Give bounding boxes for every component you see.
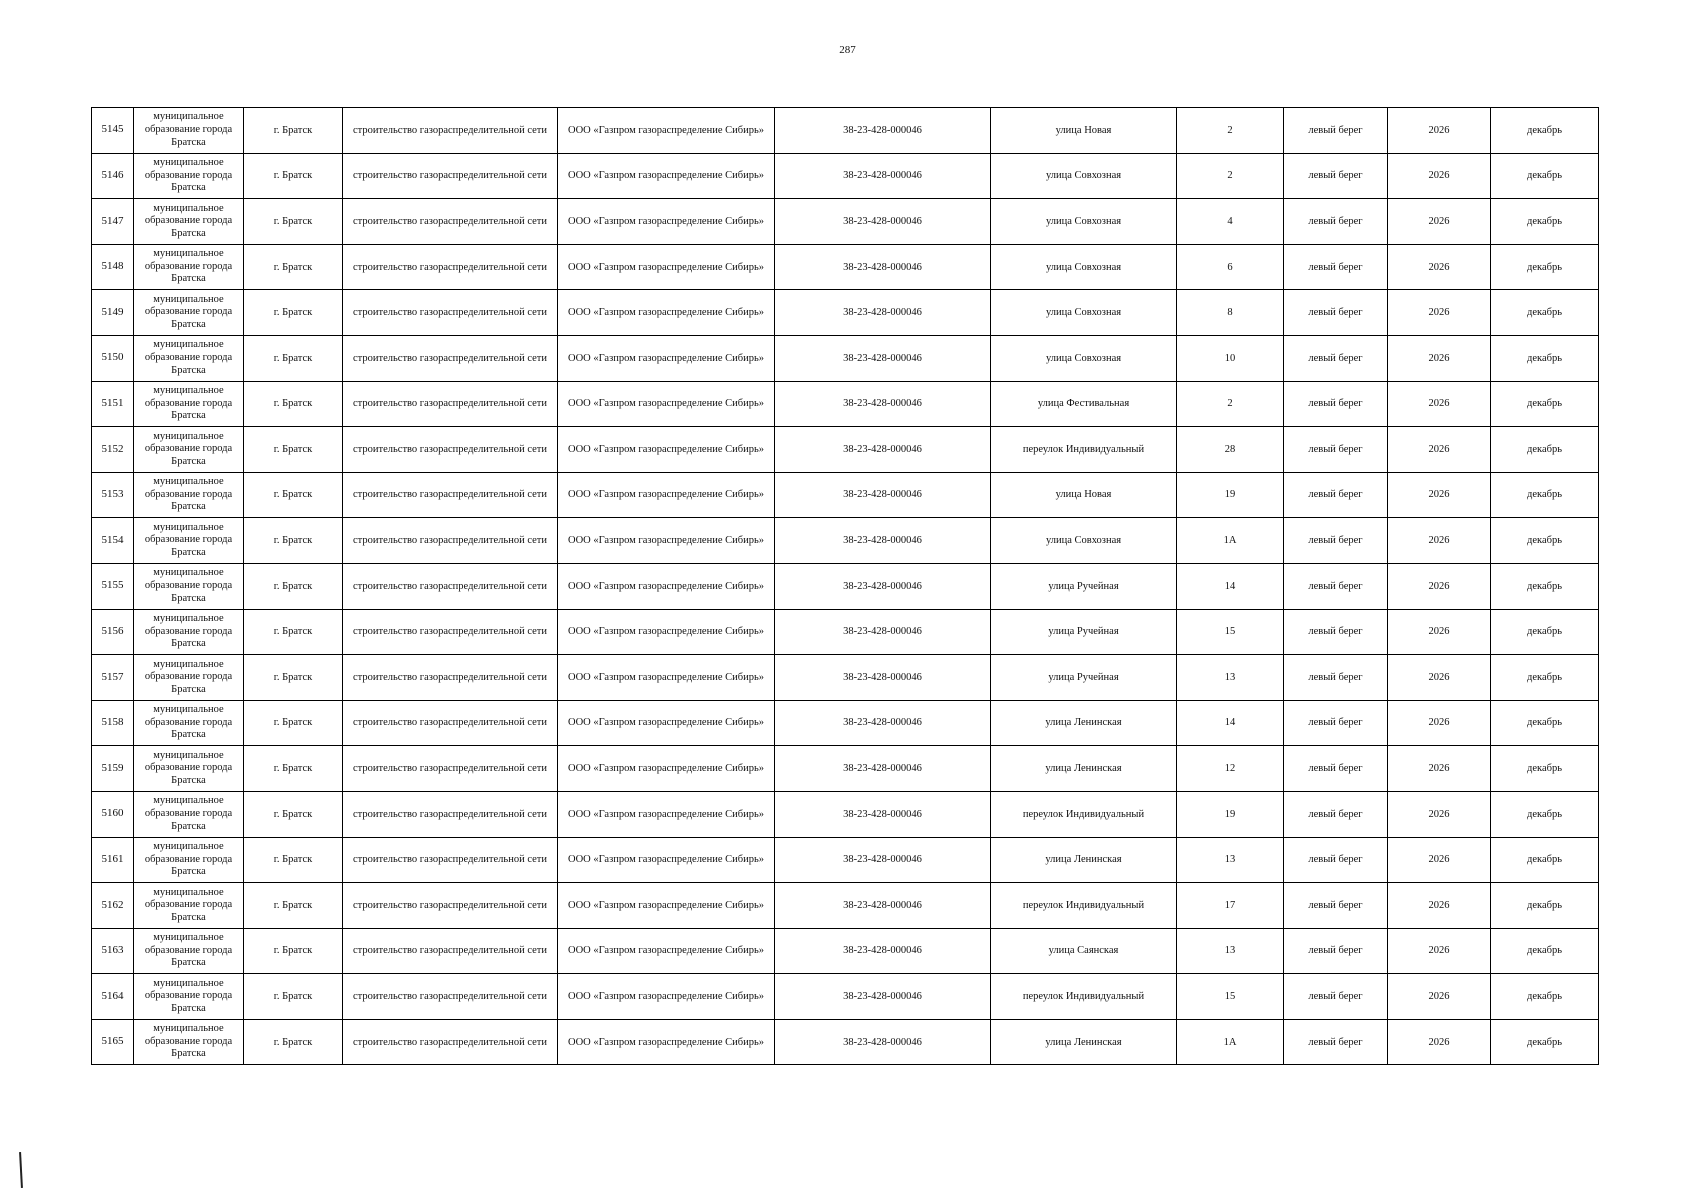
object-code-cell: 38-23-428-000046 [775, 153, 991, 199]
scan-mark [19, 1152, 23, 1188]
street-cell: улица Ручейная [991, 609, 1177, 655]
house-number-cell: 14 [1177, 700, 1284, 746]
table-row [92, 290, 1599, 336]
month-cell: декабрь [1491, 746, 1599, 792]
municipality-cell: муниципальное образование города Братска [134, 290, 244, 336]
month-cell: декабрь [1491, 108, 1599, 154]
municipality-cell: муниципальное образование города Братска [134, 974, 244, 1020]
month-cell: декабрь [1491, 290, 1599, 336]
municipality-cell: муниципальное образование города Братска [134, 199, 244, 245]
street-cell: улица Совхозная [991, 518, 1177, 564]
street-cell: переулок Индивидуальный [991, 427, 1177, 473]
street-cell: улица Совхозная [991, 244, 1177, 290]
organization-cell: ООО «Газпром газораспределение Сибирь» [558, 427, 775, 473]
work-type-cell: строительство газораспределительной сети [343, 791, 558, 837]
city-area-cell: левый берег [1284, 883, 1388, 929]
object-code-cell: 38-23-428-000046 [775, 290, 991, 336]
city-cell: г. Братск [244, 108, 343, 154]
city-area-cell: левый берег [1284, 518, 1388, 564]
object-code-cell: 38-23-428-000046 [775, 472, 991, 518]
house-number-cell: 12 [1177, 746, 1284, 792]
municipality-cell: муниципальное образование города Братска [134, 746, 244, 792]
street-cell: улица Совхозная [991, 335, 1177, 381]
table-row [92, 381, 1599, 427]
organization-cell: ООО «Газпром газораспределение Сибирь» [558, 199, 775, 245]
year-cell: 2026 [1388, 883, 1491, 929]
row-number-cell: 5163 [92, 928, 134, 974]
table-row [92, 746, 1599, 792]
street-cell: переулок Индивидуальный [991, 974, 1177, 1020]
city-cell: г. Братск [244, 928, 343, 974]
street-cell: улица Ручейная [991, 655, 1177, 701]
object-code-cell: 38-23-428-000046 [775, 244, 991, 290]
row-number-cell: 5160 [92, 791, 134, 837]
year-cell: 2026 [1388, 108, 1491, 154]
row-number-cell: 5150 [92, 335, 134, 381]
object-code-cell: 38-23-428-000046 [775, 746, 991, 792]
city-cell: г. Братск [244, 1019, 343, 1065]
municipality-cell: муниципальное образование города Братска [134, 381, 244, 427]
object-code-cell: 38-23-428-000046 [775, 791, 991, 837]
year-cell: 2026 [1388, 199, 1491, 245]
house-number-cell: 14 [1177, 563, 1284, 609]
work-type-cell: строительство газораспределительной сети [343, 928, 558, 974]
municipality-cell: муниципальное образование города Братска [134, 244, 244, 290]
city-area-cell: левый берег [1284, 928, 1388, 974]
house-number-cell: 17 [1177, 883, 1284, 929]
house-number-cell: 2 [1177, 153, 1284, 199]
house-number-cell: 13 [1177, 928, 1284, 974]
work-type-cell: строительство газораспределительной сети [343, 472, 558, 518]
organization-cell: ООО «Газпром газораспределение Сибирь» [558, 108, 775, 154]
work-type-cell: строительство газораспределительной сети [343, 427, 558, 473]
organization-cell: ООО «Газпром газораспределение Сибирь» [558, 655, 775, 701]
object-code-cell: 38-23-428-000046 [775, 883, 991, 929]
city-cell: г. Братск [244, 244, 343, 290]
month-cell: декабрь [1491, 974, 1599, 1020]
street-cell: улица Ленинская [991, 837, 1177, 883]
house-number-cell: 13 [1177, 655, 1284, 701]
street-cell: улица Новая [991, 108, 1177, 154]
year-cell: 2026 [1388, 244, 1491, 290]
house-number-cell: 15 [1177, 609, 1284, 655]
work-type-cell: строительство газораспределительной сети [343, 655, 558, 701]
street-cell: переулок Индивидуальный [991, 883, 1177, 929]
street-cell: улица Ленинская [991, 746, 1177, 792]
work-type-cell: строительство газораспределительной сети [343, 108, 558, 154]
work-type-cell: строительство газораспределительной сети [343, 1019, 558, 1065]
city-cell: г. Братск [244, 791, 343, 837]
municipality-cell: муниципальное образование города Братска [134, 335, 244, 381]
street-cell: улица Ленинская [991, 1019, 1177, 1065]
street-cell: улица Ручейная [991, 563, 1177, 609]
city-area-cell: левый берег [1284, 609, 1388, 655]
year-cell: 2026 [1388, 427, 1491, 473]
house-number-cell: 8 [1177, 290, 1284, 336]
house-number-cell: 28 [1177, 427, 1284, 473]
month-cell: декабрь [1491, 381, 1599, 427]
row-number-cell: 5165 [92, 1019, 134, 1065]
street-cell: улица Совхозная [991, 153, 1177, 199]
object-code-cell: 38-23-428-000046 [775, 1019, 991, 1065]
table-row [92, 563, 1599, 609]
city-cell: г. Братск [244, 746, 343, 792]
month-cell: декабрь [1491, 335, 1599, 381]
month-cell: декабрь [1491, 244, 1599, 290]
house-number-cell: 13 [1177, 837, 1284, 883]
month-cell: декабрь [1491, 518, 1599, 564]
organization-cell: ООО «Газпром газораспределение Сибирь» [558, 1019, 775, 1065]
municipality-cell: муниципальное образование города Братска [134, 427, 244, 473]
row-number-cell: 5156 [92, 609, 134, 655]
table-row [92, 244, 1599, 290]
municipality-cell: муниципальное образование города Братска [134, 1019, 244, 1065]
table-row [92, 609, 1599, 655]
municipality-cell: муниципальное образование города Братска [134, 700, 244, 746]
city-cell: г. Братск [244, 609, 343, 655]
work-type-cell: строительство газораспределительной сети [343, 609, 558, 655]
city-area-cell: левый берег [1284, 290, 1388, 336]
municipality-cell: муниципальное образование города Братска [134, 472, 244, 518]
organization-cell: ООО «Газпром газораспределение Сибирь» [558, 609, 775, 655]
city-area-cell: левый берег [1284, 791, 1388, 837]
row-number-cell: 5161 [92, 837, 134, 883]
street-cell: улица Ленинская [991, 700, 1177, 746]
city-cell: г. Братск [244, 153, 343, 199]
object-code-cell: 38-23-428-000046 [775, 837, 991, 883]
street-cell: улица Фестивальная [991, 381, 1177, 427]
organization-cell: ООО «Газпром газораспределение Сибирь» [558, 563, 775, 609]
organization-cell: ООО «Газпром газораспределение Сибирь» [558, 335, 775, 381]
year-cell: 2026 [1388, 518, 1491, 564]
table-row [92, 335, 1599, 381]
object-code-cell: 38-23-428-000046 [775, 974, 991, 1020]
street-cell: улица Новая [991, 472, 1177, 518]
city-area-cell: левый берег [1284, 153, 1388, 199]
table-row [92, 472, 1599, 518]
city-area-cell: левый берег [1284, 381, 1388, 427]
organization-cell: ООО «Газпром газораспределение Сибирь» [558, 746, 775, 792]
year-cell: 2026 [1388, 928, 1491, 974]
month-cell: декабрь [1491, 153, 1599, 199]
house-number-cell: 19 [1177, 472, 1284, 518]
table-row [92, 427, 1599, 473]
month-cell: декабрь [1491, 928, 1599, 974]
city-area-cell: левый берег [1284, 199, 1388, 245]
street-cell: улица Саянская [991, 928, 1177, 974]
object-code-cell: 38-23-428-000046 [775, 335, 991, 381]
month-cell: декабрь [1491, 609, 1599, 655]
table-row [92, 791, 1599, 837]
year-cell: 2026 [1388, 700, 1491, 746]
work-type-cell: строительство газораспределительной сети [343, 700, 558, 746]
organization-cell: ООО «Газпром газораспределение Сибирь» [558, 883, 775, 929]
city-cell: г. Братск [244, 837, 343, 883]
table-row [92, 700, 1599, 746]
city-area-cell: левый берег [1284, 335, 1388, 381]
month-cell: декабрь [1491, 199, 1599, 245]
month-cell: декабрь [1491, 700, 1599, 746]
object-code-cell: 38-23-428-000046 [775, 655, 991, 701]
object-code-cell: 38-23-428-000046 [775, 518, 991, 564]
row-number-cell: 5151 [92, 381, 134, 427]
month-cell: декабрь [1491, 883, 1599, 929]
organization-cell: ООО «Газпром газораспределение Сибирь» [558, 928, 775, 974]
row-number-cell: 5146 [92, 153, 134, 199]
municipality-cell: муниципальное образование города Братска [134, 837, 244, 883]
row-number-cell: 5162 [92, 883, 134, 929]
month-cell: декабрь [1491, 837, 1599, 883]
table-row [92, 199, 1599, 245]
work-type-cell: строительство газораспределительной сети [343, 244, 558, 290]
row-number-cell: 5149 [92, 290, 134, 336]
organization-cell: ООО «Газпром газораспределение Сибирь» [558, 518, 775, 564]
street-cell: улица Совхозная [991, 290, 1177, 336]
city-area-cell: левый берег [1284, 563, 1388, 609]
work-type-cell: строительство газораспределительной сети [343, 563, 558, 609]
city-area-cell: левый берег [1284, 974, 1388, 1020]
registry-rows [92, 108, 1599, 1065]
organization-cell: ООО «Газпром газораспределение Сибирь» [558, 472, 775, 518]
house-number-cell: 15 [1177, 974, 1284, 1020]
city-cell: г. Братск [244, 974, 343, 1020]
work-type-cell: строительство газораспределительной сети [343, 974, 558, 1020]
organization-cell: ООО «Газпром газораспределение Сибирь» [558, 700, 775, 746]
registry-table [91, 107, 1599, 1065]
city-area-cell: левый берег [1284, 1019, 1388, 1065]
city-cell: г. Братск [244, 518, 343, 564]
work-type-cell: строительство газораспределительной сети [343, 290, 558, 336]
city-cell: г. Братск [244, 472, 343, 518]
year-cell: 2026 [1388, 1019, 1491, 1065]
work-type-cell: строительство газораспределительной сети [343, 837, 558, 883]
city-cell: г. Братск [244, 335, 343, 381]
row-number-cell: 5153 [92, 472, 134, 518]
house-number-cell: 19 [1177, 791, 1284, 837]
city-area-cell: левый берег [1284, 472, 1388, 518]
object-code-cell: 38-23-428-000046 [775, 928, 991, 974]
year-cell: 2026 [1388, 837, 1491, 883]
page-number: 287 [839, 44, 856, 56]
municipality-cell: муниципальное образование города Братска [134, 928, 244, 974]
city-cell: г. Братск [244, 883, 343, 929]
object-code-cell: 38-23-428-000046 [775, 199, 991, 245]
city-cell: г. Братск [244, 563, 343, 609]
month-cell: декабрь [1491, 427, 1599, 473]
organization-cell: ООО «Газпром газораспределение Сибирь» [558, 837, 775, 883]
year-cell: 2026 [1388, 563, 1491, 609]
row-number-cell: 5152 [92, 427, 134, 473]
organization-cell: ООО «Газпром газораспределение Сибирь» [558, 153, 775, 199]
year-cell: 2026 [1388, 472, 1491, 518]
year-cell: 2026 [1388, 153, 1491, 199]
work-type-cell: строительство газораспределительной сети [343, 518, 558, 564]
municipality-cell: муниципальное образование города Братска [134, 518, 244, 564]
city-area-cell: левый берег [1284, 700, 1388, 746]
organization-cell: ООО «Газпром газораспределение Сибирь» [558, 381, 775, 427]
object-code-cell: 38-23-428-000046 [775, 563, 991, 609]
organization-cell: ООО «Газпром газораспределение Сибирь» [558, 290, 775, 336]
city-area-cell: левый берег [1284, 427, 1388, 473]
house-number-cell: 4 [1177, 199, 1284, 245]
year-cell: 2026 [1388, 609, 1491, 655]
row-number-cell: 5148 [92, 244, 134, 290]
object-code-cell: 38-23-428-000046 [775, 427, 991, 473]
city-cell: г. Братск [244, 655, 343, 701]
city-area-cell: левый берег [1284, 244, 1388, 290]
street-cell: улица Совхозная [991, 199, 1177, 245]
municipality-cell: муниципальное образование города Братска [134, 609, 244, 655]
table-row [92, 108, 1599, 154]
table-row [92, 928, 1599, 974]
table-row [92, 837, 1599, 883]
row-number-cell: 5147 [92, 199, 134, 245]
work-type-cell: строительство газораспределительной сети [343, 335, 558, 381]
object-code-cell: 38-23-428-000046 [775, 381, 991, 427]
year-cell: 2026 [1388, 791, 1491, 837]
city-cell: г. Братск [244, 427, 343, 473]
work-type-cell: строительство газораспределительной сети [343, 153, 558, 199]
house-number-cell: 1А [1177, 1019, 1284, 1065]
organization-cell: ООО «Газпром газораспределение Сибирь» [558, 244, 775, 290]
work-type-cell: строительство газораспределительной сети [343, 883, 558, 929]
city-cell: г. Братск [244, 290, 343, 336]
house-number-cell: 1А [1177, 518, 1284, 564]
year-cell: 2026 [1388, 381, 1491, 427]
organization-cell: ООО «Газпром газораспределение Сибирь» [558, 974, 775, 1020]
city-cell: г. Братск [244, 700, 343, 746]
row-number-cell: 5154 [92, 518, 134, 564]
row-number-cell: 5145 [92, 108, 134, 154]
municipality-cell: муниципальное образование города Братска [134, 791, 244, 837]
organization-cell: ООО «Газпром газораспределение Сибирь» [558, 791, 775, 837]
table-row [92, 1019, 1599, 1065]
table-row [92, 883, 1599, 929]
month-cell: декабрь [1491, 472, 1599, 518]
city-area-cell: левый берег [1284, 837, 1388, 883]
table-row [92, 153, 1599, 199]
city-area-cell: левый берег [1284, 108, 1388, 154]
city-area-cell: левый берег [1284, 746, 1388, 792]
city-cell: г. Братск [244, 381, 343, 427]
year-cell: 2026 [1388, 655, 1491, 701]
row-number-cell: 5157 [92, 655, 134, 701]
work-type-cell: строительство газораспределительной сети [343, 381, 558, 427]
city-cell: г. Братск [244, 199, 343, 245]
table-row [92, 518, 1599, 564]
city-area-cell: левый берег [1284, 655, 1388, 701]
municipality-cell: муниципальное образование города Братска [134, 563, 244, 609]
house-number-cell: 2 [1177, 108, 1284, 154]
year-cell: 2026 [1388, 746, 1491, 792]
year-cell: 2026 [1388, 290, 1491, 336]
house-number-cell: 6 [1177, 244, 1284, 290]
row-number-cell: 5159 [92, 746, 134, 792]
year-cell: 2026 [1388, 335, 1491, 381]
table-row [92, 974, 1599, 1020]
work-type-cell: строительство газораспределительной сети [343, 199, 558, 245]
object-code-cell: 38-23-428-000046 [775, 108, 991, 154]
month-cell: декабрь [1491, 563, 1599, 609]
row-number-cell: 5164 [92, 974, 134, 1020]
municipality-cell: муниципальное образование города Братска [134, 108, 244, 154]
month-cell: декабрь [1491, 1019, 1599, 1065]
year-cell: 2026 [1388, 974, 1491, 1020]
table-row [92, 655, 1599, 701]
row-number-cell: 5158 [92, 700, 134, 746]
house-number-cell: 2 [1177, 381, 1284, 427]
municipality-cell: муниципальное образование города Братска [134, 655, 244, 701]
month-cell: декабрь [1491, 655, 1599, 701]
house-number-cell: 10 [1177, 335, 1284, 381]
street-cell: переулок Индивидуальный [991, 791, 1177, 837]
work-type-cell: строительство газораспределительной сети [343, 746, 558, 792]
municipality-cell: муниципальное образование города Братска [134, 883, 244, 929]
row-number-cell: 5155 [92, 563, 134, 609]
municipality-cell: муниципальное образование города Братска [134, 153, 244, 199]
month-cell: декабрь [1491, 791, 1599, 837]
object-code-cell: 38-23-428-000046 [775, 700, 991, 746]
object-code-cell: 38-23-428-000046 [775, 609, 991, 655]
